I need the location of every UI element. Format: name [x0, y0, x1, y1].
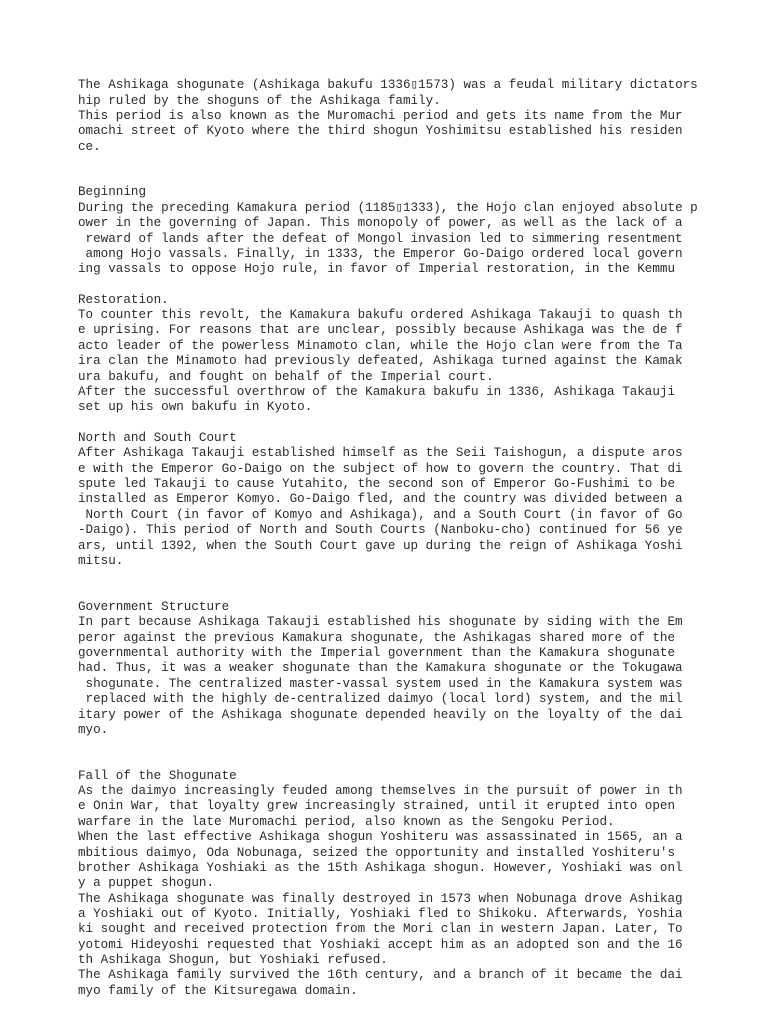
section-heading-fall-of-shogunate: Fall of the Shogunate — [78, 769, 237, 783]
text-line: a Yoshiaki out of Kyoto. Initially, Yoshiaki fled to Shikoku. Afterwards, Yoshia — [78, 907, 683, 921]
text-line: mitsu. — [78, 554, 124, 568]
text-line: As the daimyo increasingly feuded among themselves in the pursuit of power in th — [78, 784, 683, 798]
text-line: th Ashikaga Shogun, but Yoshiaki refused. — [78, 953, 388, 967]
text-line: brother Ashikaga Yoshiaki as the 15th Ashikaga shogun. However, Yoshiaki was onl — [78, 861, 683, 875]
text-line: itary power of the Ashikaga shogunate depended heavily on the loyalty of the dai — [78, 708, 683, 722]
text-line: spute led Takauji to cause Yutahito, the second son of Emperor Go-Fushimi to be — [78, 477, 676, 491]
text-line: set up his own bakufu in Kyoto. — [78, 400, 313, 414]
text-line: installed as Emperor Komyo. Go-Daigo fled, and the country was divided between a — [78, 492, 683, 506]
text-line: e with the Emperor Go-Daigo on the subject of how to govern the country. That di — [78, 462, 683, 476]
text-line: The Ashikaga family survived the 16th century, and a branch of it became the dai — [78, 968, 683, 982]
text-line: myo. — [78, 723, 109, 737]
text-line: -Daigo). This period of North and South Courts (Nanboku-cho) continued for 56 ye — [78, 523, 683, 537]
text-line: North Court (in favor of Komyo and Ashikaga), and a South Court (in favor of Go — [78, 508, 683, 522]
text-line: In part because Ashikaga Takauji established his shogunate by siding with the Em — [78, 615, 683, 629]
text-line: mbitious daimyo, Oda Nobunaga, seized the opportunity and installed Yoshiteru's — [78, 846, 676, 860]
text-line: reward of lands after the defeat of Mongol invasion led to simmering resentment — [78, 232, 683, 246]
text-line: ing vassals to oppose Hojo rule, in favor of Imperial restoration, in the Kemmu — [78, 262, 676, 276]
text-line: ars, until 1392, when the South Court gave up during the reign of Ashikaga Yoshi — [78, 539, 683, 553]
text-line: replaced with the highly de-centralized daimyo (local lord) system, and the mil — [78, 692, 683, 706]
text-line: hip ruled by the shoguns of the Ashikaga family. — [78, 94, 441, 108]
text-line: myo family of the Kitsuregawa domain. — [78, 984, 358, 998]
text-line: After the successful overthrow of the Kamakura bakufu in 1336, Ashikaga Takauji — [78, 385, 676, 399]
section-heading-beginning: Beginning — [78, 185, 147, 199]
text-line: Restoration. — [78, 293, 169, 307]
text-line: shogunate. The centralized master-vassal system used in the Kamakura system was — [78, 677, 683, 691]
text-line: had. Thus, it was a weaker shogunate than the Kamakura shogunate or the Tokugawa — [78, 661, 683, 675]
text-line: During the preceding Kamakura period (1185▯1333), the Hojo clan enjoyed absolute p — [78, 201, 698, 215]
text-line: warfare in the late Muromachi period, also known as the Sengoku Period. — [78, 815, 615, 829]
text-line: The Ashikaga shogunate (Ashikaga bakufu 1336▯1573) was a feudal military dictators — [78, 78, 698, 92]
text-line: ce. — [78, 140, 101, 154]
text-line: ki sought and received protection from the Mori clan in western Japan. Later, To — [78, 922, 683, 936]
text-line: e Onin War, that loyalty grew increasingly strained, until it erupted into open — [78, 799, 676, 813]
text-line: ura bakufu, and fought on behalf of the Imperial court. — [78, 370, 494, 384]
text-line: ower in the governing of Japan. This monopoly of power, as well as the lack of a — [78, 216, 683, 230]
section-heading-north-south-court: North and South Court — [78, 431, 237, 445]
text-line: When the last effective Ashikaga shogun Yoshiteru was assassinated in 1565, an a — [78, 830, 683, 844]
text-line: omachi street of Kyoto where the third shogun Yoshimitsu established his residen — [78, 124, 683, 138]
text-line: ira clan the Minamoto had previously defeated, Ashikaga turned against the Kamak — [78, 354, 683, 368]
text-line: among Hojo vassals. Finally, in 1333, the Emperor Go-Daigo ordered local govern — [78, 247, 683, 261]
text-line: peror against the previous Kamakura shogunate, the Ashikagas shared more of the — [78, 631, 676, 645]
section-heading-government-structure: Government Structure — [78, 600, 230, 614]
text-line: y a puppet shogun. — [78, 876, 215, 890]
text-line: The Ashikaga shogunate was finally destroyed in 1573 when Nobunaga drove Ashikag — [78, 892, 683, 906]
text-line: acto leader of the powerless Minamoto clan, while the Hojo clan were from the Ta — [78, 339, 683, 353]
text-line: yotomi Hideyoshi requested that Yoshiaki accept him as an adopted son and the 16 — [78, 938, 683, 952]
text-line: e uprising. For reasons that are unclear, possibly because Ashikaga was the de f — [78, 323, 683, 337]
text-line: To counter this revolt, the Kamakura bakufu ordered Ashikaga Takauji to quash th — [78, 308, 683, 322]
text-line: This period is also known as the Muromachi period and gets its name from the Mur — [78, 109, 683, 123]
text-line: After Ashikaga Takauji established himself as the Seii Taishogun, a dispute aros — [78, 446, 683, 460]
text-line: governmental authority with the Imperial government than the Kamakura shogunate — [78, 646, 676, 660]
